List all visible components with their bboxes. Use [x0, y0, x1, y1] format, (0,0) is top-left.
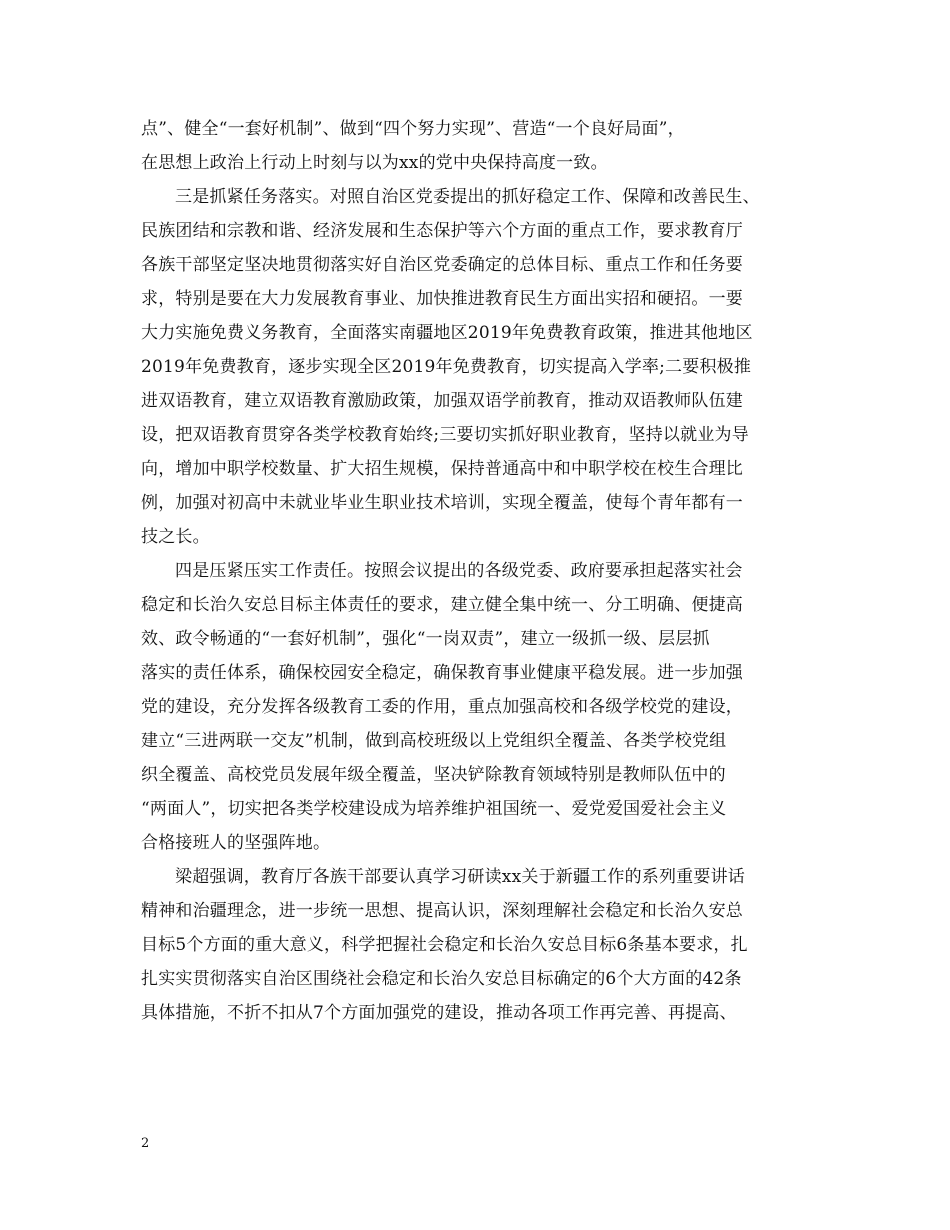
text-line: 具体措施，不折不扣从7个方面加强党的建设，推动各项工作再完善、再提高、	[141, 1003, 737, 1023]
text-line: 党的建设，充分发挥各级教育工委的作用，重点加强高校和各级学校党的建设，	[141, 697, 743, 717]
page-number: 2	[141, 1136, 150, 1151]
text-line: 求，特别是要在大力发展教育事业、加快推进教育民生方面出实招和硬招。一要	[141, 289, 743, 309]
text-line: 落实的责任体系，确保校园安全稳定，确保教育事业健康平稳发展。进一步加强	[141, 663, 743, 683]
text-line: 点”、健全“一套好机制”、做到“四个努力实现”、营造“一个良好局面”，	[141, 119, 685, 139]
text-line: 织全覆盖、高校党员发展年级全覆盖，坚决铲除教育领域特别是教师队伍中的	[141, 765, 726, 785]
text-line: 效、政令畅通的“一套好机制”，强化“一岗双责”，建立一级抓一级、层层抓	[141, 629, 710, 649]
text-line: 向，增加中职学校数量、扩大招生规模，保持普通高中和中职学校在校生合理比	[141, 459, 743, 479]
text-line: 目标5个方面的重大意义，科学把握社会稳定和长治久安总目标6条基本要求，扎	[141, 935, 748, 955]
paragraph-first-line: 三是抓紧任务落实。对照自治区党委提出的抓好稳定工作、保障和改善民生、	[175, 187, 760, 207]
text-line: 进双语教育，建立双语教育激励政策，加强双语学前教育，推动双语教师队伍建	[141, 391, 743, 411]
text-line: 民族团结和宗教和谐、经济发展和生态保护等六个方面的重点工作，要求教育厅	[141, 221, 743, 241]
text-line: 在思想上政治上行动上时刻与以为xx的党中央保持高度一致。	[141, 153, 608, 173]
text-line: 2019年免费教育，逐步实现全区2019年免费教育，切实提高入学率;二要积极推	[141, 357, 752, 377]
text-line: “两面人”，切实把各类学校建设成为培养维护祖国统一、爱党爱国爱社会主义	[141, 799, 727, 819]
body-text	[141, 112, 817, 1030]
paragraph-first-line: 四是压紧压实工作责任。按照会议提出的各级党委、政府要承担起落实社会	[175, 561, 743, 581]
text-line: 大力实施免费义务教育，全面落实南疆地区2019年免费教育政策，推进其他地区	[141, 323, 753, 343]
text-line: 各族干部坚定坚决地贯彻落实好自治区党委确定的总体目标、重点工作和任务要	[141, 255, 743, 275]
text-line: 例，加强对初高中未就业毕业生职业技术培训，实现全覆盖，使每个青年都有一	[141, 493, 743, 513]
text-line: 设，把双语教育贯穿各类学校教育始终;三要切实抓好职业教育，坚持以就业为导	[141, 425, 749, 445]
text-line: 精神和治疆理念，进一步统一思想、提高认识，深刻理解社会稳定和长治久安总	[141, 901, 743, 921]
text-line: 合格接班人的坚强阵地。	[141, 833, 331, 853]
text-line: 稳定和长治久安总目标主体责任的要求，建立健全集中统一、分工明确、便捷高	[141, 595, 743, 615]
paragraph-first-line: 梁超强调，教育厅各族干部要认真学习研读xx关于新疆工作的系列重要讲话	[175, 867, 745, 887]
text-line: 扎实实贯彻落实自治区围绕社会稳定和长治久安总目标确定的6个大方面的42条	[141, 969, 742, 989]
text-line: 建立“三进两联一交友”机制，做到高校班级以上党组织全覆盖、各类学校党组	[141, 731, 727, 751]
text-line: 技之长。	[141, 527, 210, 547]
